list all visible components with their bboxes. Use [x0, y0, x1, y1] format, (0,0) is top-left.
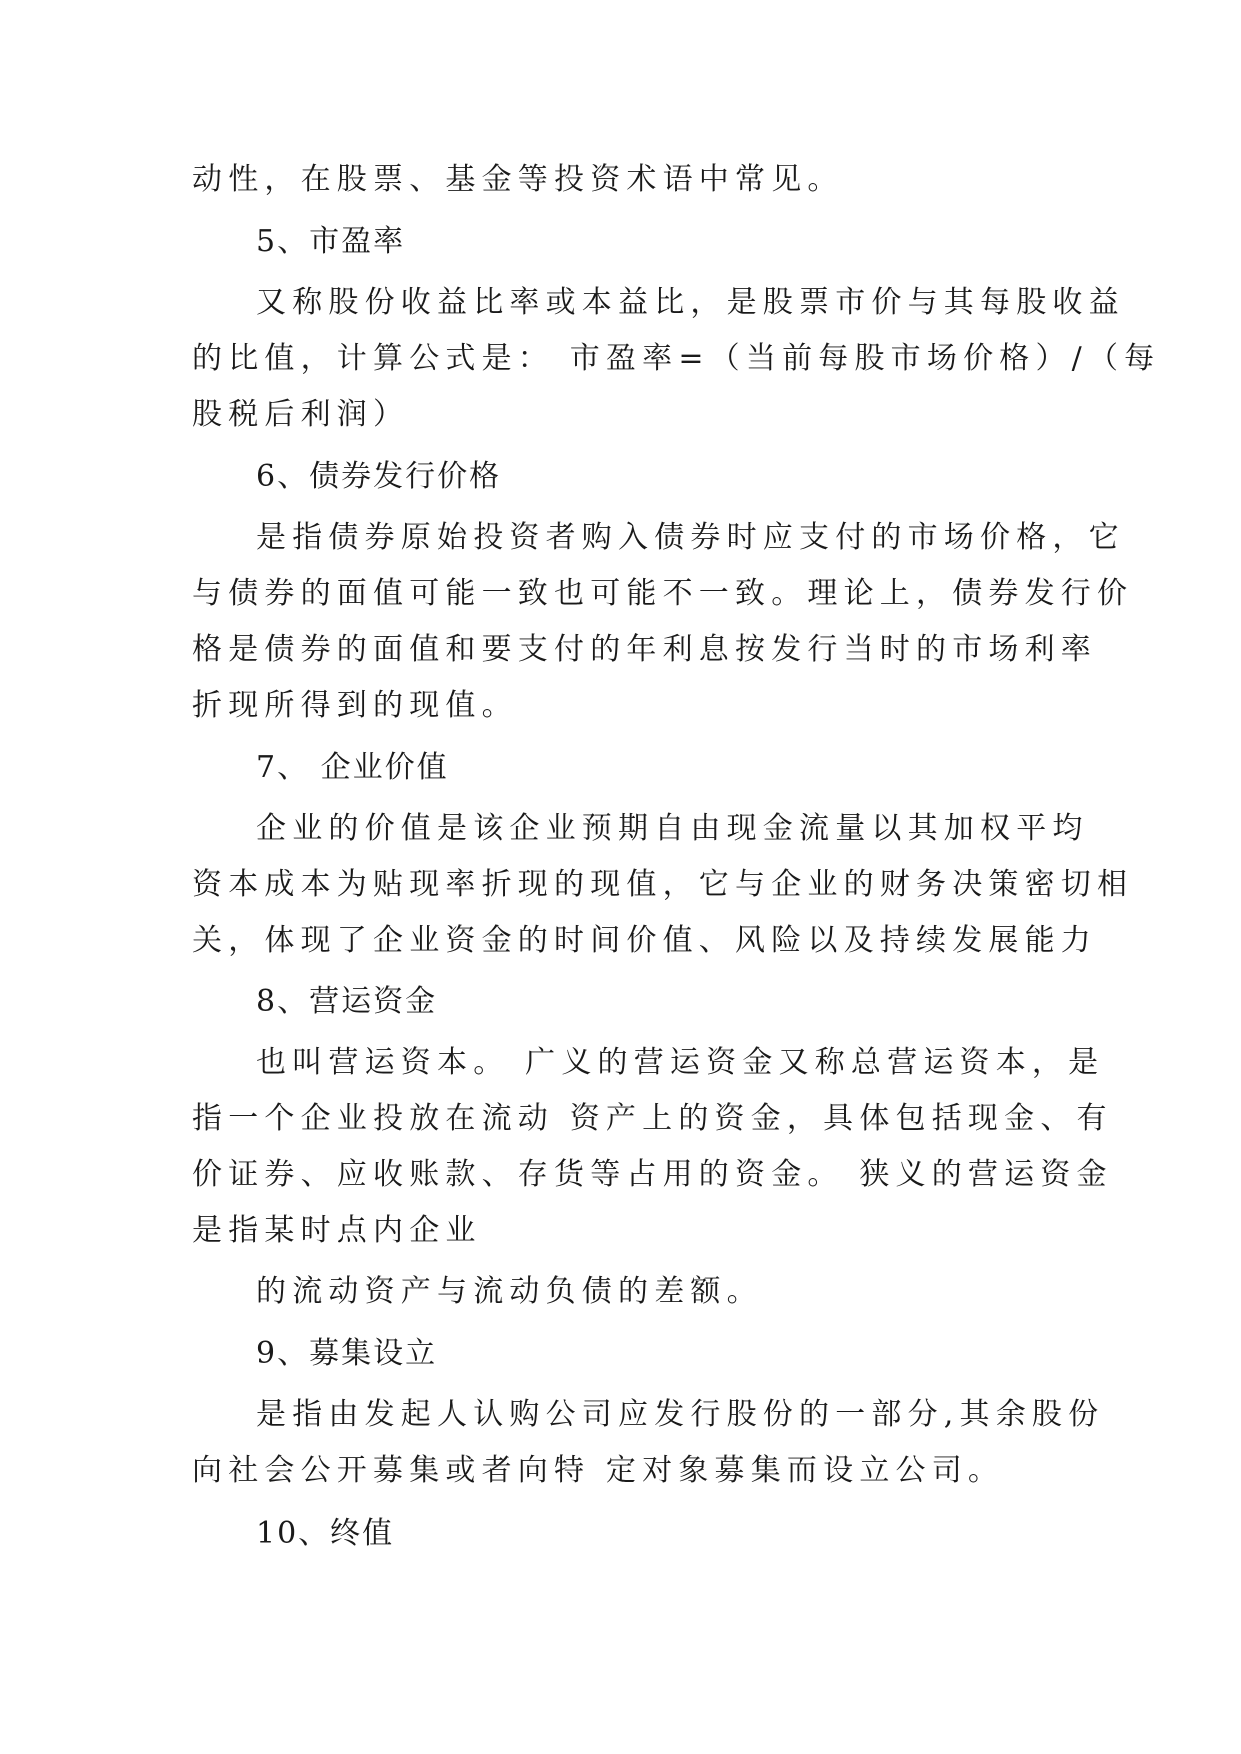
paragraph-line: 的流动资产与流动负债的差额。 [256, 1274, 763, 1309]
paragraph-line: 指一个企业投放在流动 资产上的资金，具体包括现金、有 [192, 1101, 1113, 1136]
paragraph-line: 向社会公开募集或者向特 定对象募集而设立公司。 [192, 1453, 1005, 1488]
paragraph-line: 企业的价值是该企业预期自由现金流量以其加权平均 [256, 811, 1089, 846]
paragraph-line: 的比值，计算公式是： 市盈率=（当前每股市场价格）/（每 [192, 341, 1161, 376]
paragraph-line: 折现所得到的现值。 [192, 688, 518, 723]
section-heading: 10、终值 [256, 1516, 395, 1551]
paragraph-line: 也叫营运资本。 广义的营运资金又称总营运资本，是 [256, 1045, 1105, 1080]
section-heading: 5、市盈率 [256, 224, 406, 259]
paragraph-line: 价证券、应收账款、存货等占用的资金。 狭义的营运资金 [192, 1157, 1113, 1192]
paragraph-line: 是指由发起人认购公司应发行股份的一部分,其余股份 [256, 1397, 1105, 1432]
paragraph-line: 与债券的面值可能一致也可能不一致。理论上，债券发行价 [192, 576, 1134, 611]
section-heading: 8、营运资金 [256, 984, 438, 1019]
section-heading: 7、 企业价值 [256, 750, 449, 785]
section-heading: 6、债券发行价格 [256, 459, 502, 494]
paragraph-line: 是指债券原始投资者购入债券时应支付的市场价格，它 [256, 520, 1125, 555]
paragraph-line: 是指某时点内企业 [192, 1213, 482, 1248]
paragraph-line: 格是债券的面值和要支付的年利息按发行当时的市场利率 [192, 632, 1097, 667]
paragraph-line: 动性，在股票、基金等投资术语中常见。 [192, 162, 844, 197]
paragraph-line: 关，体现了企业资金的时间价值、风险以及持续发展能力 [192, 923, 1097, 958]
paragraph-line: 股税后利润） [192, 397, 410, 432]
section-heading: 9、募集设立 [256, 1336, 438, 1371]
paragraph-line: 又称股份收益比率或本益比，是股票市价与其每股收益 [256, 285, 1125, 320]
paragraph-line: 资本成本为贴现率折现的现值，它与企业的财务决策密切相 [192, 867, 1134, 902]
